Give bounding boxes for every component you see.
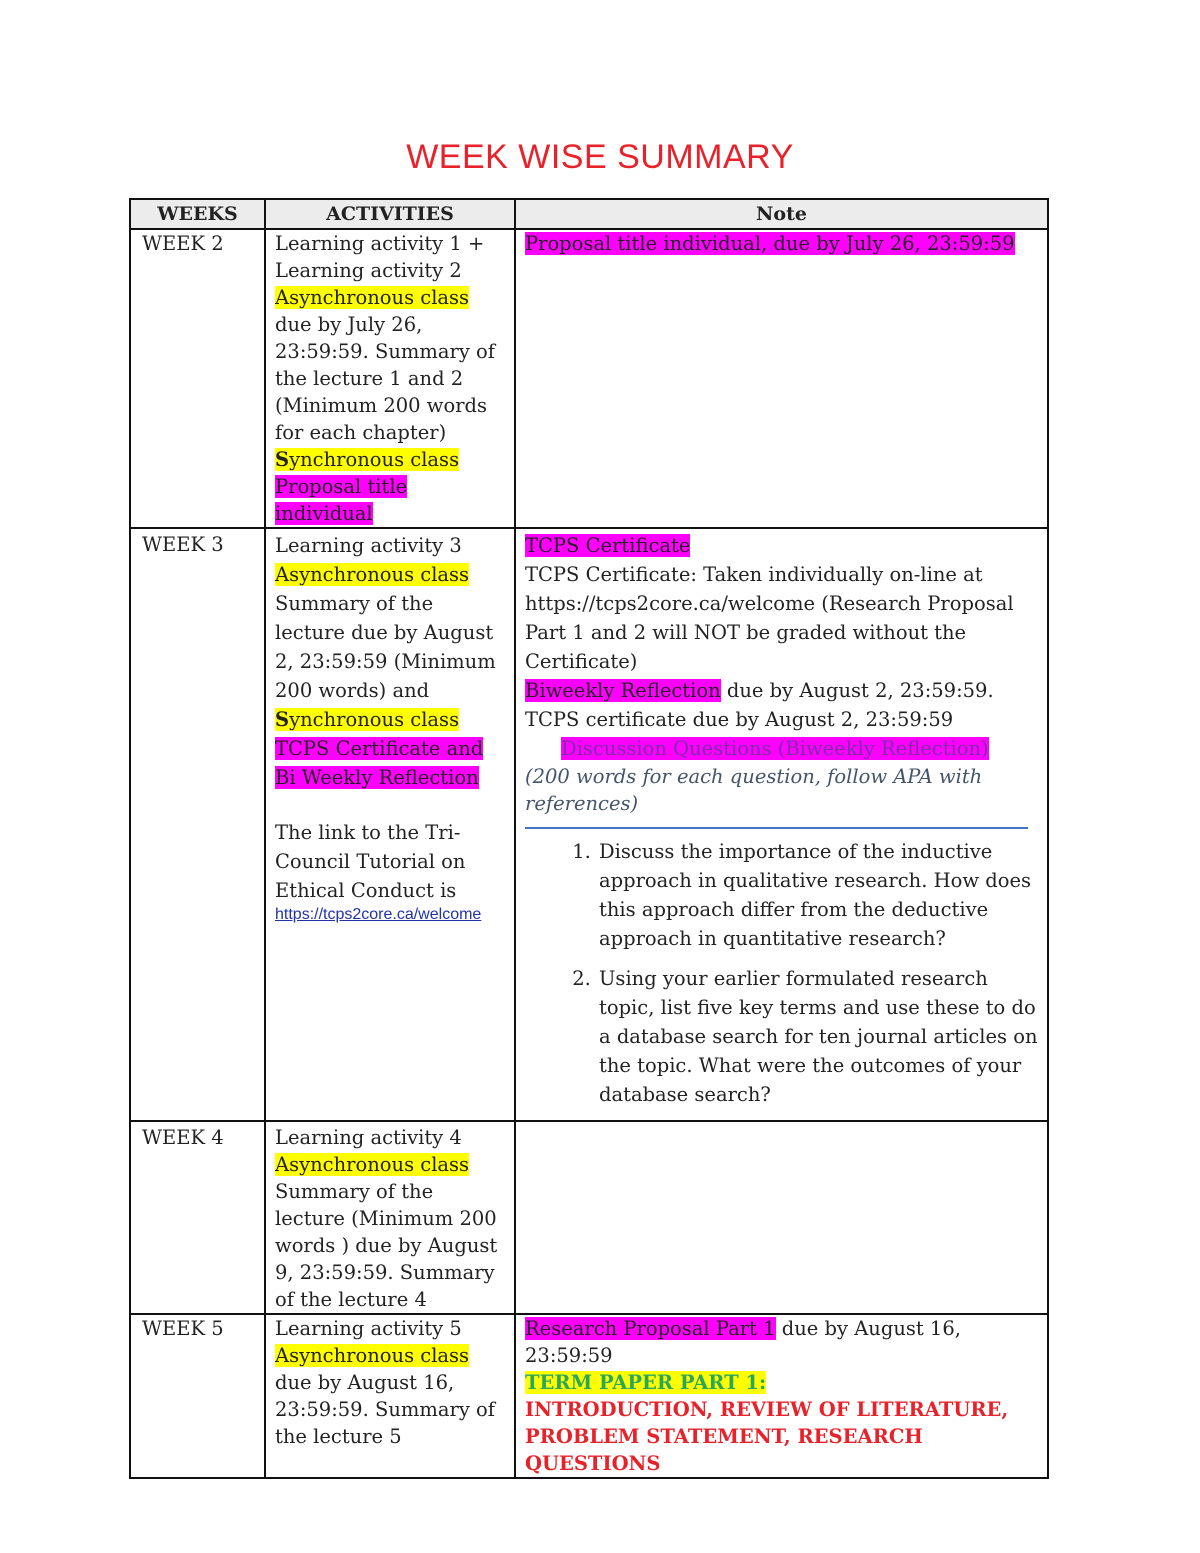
tutorial-link-text: The link to the Tri-Council Tutorial on Ethical Conduct is <box>275 821 466 902</box>
list-item: 1. Discuss the importance of the inductive approach in qualitative research. How does this approach differ from the deductive approach in quantitative research? <box>597 837 1038 953</box>
tcps-reflection-label: TCPS Certificate and Bi Weekly Reflection <box>275 737 484 789</box>
proposal-label: Proposal title individual <box>275 475 408 525</box>
header-weeks: WEEKS <box>130 199 265 229</box>
activity-text: Learning activity 1 + Learning activity 2 <box>275 232 485 282</box>
activities-cell <box>265 1121 515 1314</box>
table-row <box>130 1314 1048 1478</box>
table-row <box>130 229 1048 528</box>
list-item: 2. Using your earlier formulated research topic, list five key terms and use these to do a database search for ten journal articles on the topic. What were the outcomes of your database search? <box>597 964 1038 1109</box>
table-row <box>130 1121 1048 1314</box>
question-list <box>525 837 1038 1109</box>
word-count-note: (200 words for each question, follow APA with references) <box>525 765 983 815</box>
async-class-label: Asynchronous class <box>275 1153 470 1176</box>
week-label: WEEK 5 <box>130 1314 265 1478</box>
activities-cell <box>265 1314 515 1478</box>
discussion-questions-heading: Discussion Questions (Biweekly Reflection) <box>561 737 989 760</box>
note-cell <box>515 229 1048 528</box>
header-note: Note <box>515 199 1048 229</box>
week-label: WEEK 2 <box>130 229 265 528</box>
sync-class-label: ynchronous class <box>289 448 460 471</box>
week-label: WEEK 3 <box>130 528 265 1121</box>
term-paper-heading: TERM PAPER PART 1: <box>525 1371 767 1394</box>
note-proposal-due: Proposal title individual, due by July 26, 23:59:59 <box>525 232 1015 255</box>
page-title: WEEK WISE SUMMARY <box>406 138 794 176</box>
note-research-proposal-due: due by August 16, 23:59:59 <box>525 1317 961 1367</box>
note-cell <box>515 1121 1048 1314</box>
note-biweekly-label: Biweekly Reflection <box>525 679 721 702</box>
activity-text: Learning activity 3 <box>275 534 462 557</box>
sync-class-label: ynchronous class <box>289 708 460 731</box>
activity-due-text: Summary of the lecture (Minimum 200 words ) due by August 9, 23:59:59. Summary of the lecture 4 <box>275 1180 498 1311</box>
note-certificate-due: TCPS certificate due by August 2, 23:59:59 <box>525 708 954 731</box>
activities-cell <box>265 528 515 1121</box>
note-biweekly-due: due by August 2, 23:59:59. <box>720 679 994 702</box>
activity-text: Learning activity 4 <box>275 1126 462 1149</box>
note-tcps-description: TCPS Certificate: Taken individually on-line at https://tcps2core.ca/welcome (Research Proposal Part 1 and 2 will NOT be graded without the Certificate) <box>525 563 1014 673</box>
async-class-label: Asynchronous class <box>275 563 470 586</box>
async-class-label: Asynchronous class <box>275 1344 470 1367</box>
activities-cell <box>265 229 515 528</box>
note-cell <box>515 528 1048 1121</box>
sync-initial: S <box>275 448 290 471</box>
note-cell <box>515 1314 1048 1478</box>
activity-text: Learning activity 5 <box>275 1317 462 1340</box>
note-tcps-label: TCPS Certificate <box>525 534 691 557</box>
term-paper-topics: INTRODUCTION, REVIEW OF LITERATURE, PROBLEM STATEMENT, RESEARCH QUESTIONS <box>525 1398 1009 1475</box>
header-row <box>130 199 1048 229</box>
week-summary-table <box>129 198 1049 1479</box>
note-research-proposal-label: Research Proposal Part 1 <box>525 1317 776 1340</box>
activity-due-text: due by July 26, 23:59:59. Summary of the lecture 1 and 2 (Minimum 200 words for each chapter) <box>275 313 495 444</box>
activity-due-text: Summary of the lecture due by August 2, 23:59:59 (Minimum 200 words) and <box>275 592 496 702</box>
tutorial-link[interactable]: https://tcps2core.ca/welcome <box>275 906 482 923</box>
divider <box>525 827 1028 829</box>
header-activities: ACTIVITIES <box>265 199 515 229</box>
week-label: WEEK 4 <box>130 1121 265 1314</box>
async-class-label: Asynchronous class <box>275 286 470 309</box>
sync-initial: S <box>275 708 290 731</box>
activity-due-text: due by August 16, 23:59:59. Summary of the lecture 5 <box>275 1371 495 1448</box>
table-row <box>130 528 1048 1121</box>
